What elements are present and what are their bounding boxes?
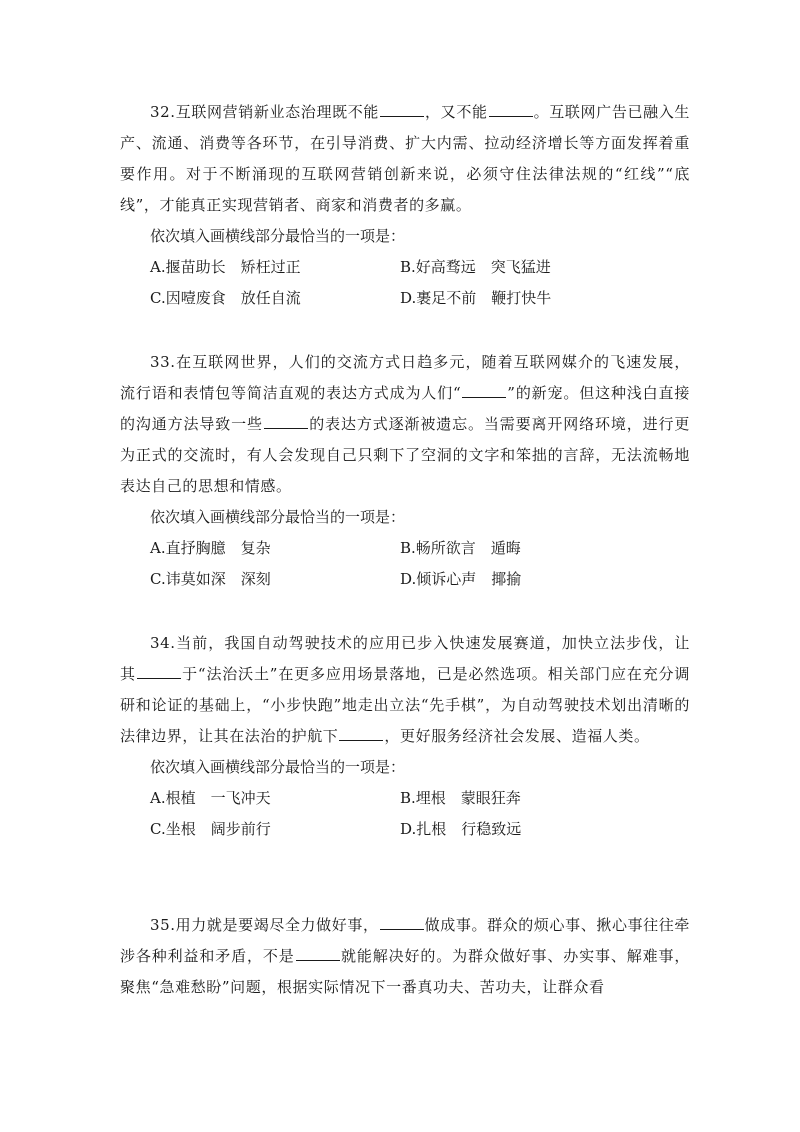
fill-blank — [264, 413, 308, 429]
question-stem: 33.在互联网世界，人们的交流方式日趋多元，随着互联网媒介的飞速发展，流行语和表情包等简洁直观的表达方式成为人们“ ”的新宠。但这种浅白直接的沟通方法导致一些 的表达方式逐渐被遗忘。当需要离开网络环境，进行更为正式的交流时，有人会发现自己只剩下了空洞的文字和笨拙的言辞，无法流畅地表达自己的思想和情感。 — [120, 353, 691, 495]
question-34 — [120, 628, 690, 845]
question-number: 34. — [150, 634, 176, 652]
fill-blank — [137, 663, 181, 679]
option-c[interactable]: C.讳莫如深 深刻 — [150, 570, 271, 588]
question-prompt: 依次填入画横线部分最恰当的一项是： — [150, 227, 406, 245]
question-35 — [120, 910, 690, 1003]
fill-blank — [462, 382, 506, 398]
option-a[interactable]: A.揠苗助长 矫枉过正 — [150, 258, 301, 276]
question-32 — [120, 97, 690, 314]
fill-blank — [380, 914, 424, 930]
question-stem: 34.当前，我国自动驾驶技术的应用已步入快速发展赛道，加快立法步伐，让其 于“法治沃土”在更多应用场景落地，已是必然选项。相关部门应在充分调研和论证的基础上，“小步快跑”地走出立法“先手棋”，为自动驾驶技术划出清晰的法律边界，让其在法治的护航下 ，更好服务经济社会发展、造福人类。 — [120, 634, 690, 745]
question-number: 35. — [150, 916, 176, 934]
fill-blank — [489, 101, 533, 117]
option-b[interactable]: B.畅所欲言 遁晦 — [400, 539, 521, 557]
option-a[interactable]: A.根植 一飞冲天 — [150, 789, 271, 807]
question-number: 32. — [150, 103, 176, 121]
question-prompt: 依次填入画横线部分最恰当的一项是： — [150, 758, 406, 776]
answer-options — [120, 252, 690, 314]
option-d[interactable]: D.扎根 行稳致远 — [400, 820, 522, 838]
option-c[interactable]: C.坐根 阔步前行 — [150, 820, 271, 838]
question-stem: 32.互联网营销新业态治理既不能 ，又不能 。互联网广告已融入生产、流通、消费等各环节，在引导消费、扩大内需、拉动经济增长等方面发挥着重要作用。对于不断涌现的互联网营销创新来说，必须守住法律法规的“红线”“底线”，才能真正实现营销者、商家和消费者的多赢。 — [120, 103, 690, 214]
option-c[interactable]: C.因噎废食 放任自流 — [150, 289, 301, 307]
option-b[interactable]: B.埋根 蒙眼狂奔 — [400, 789, 521, 807]
option-d[interactable]: D.裹足不前 鞭打快牛 — [400, 289, 552, 307]
fill-blank — [296, 945, 340, 961]
question-prompt: 依次填入画横线部分最恰当的一项是： — [150, 508, 406, 526]
option-b[interactable]: B.好高骛远 突飞猛进 — [400, 258, 551, 276]
fill-blank — [339, 725, 383, 741]
option-d[interactable]: D.倾诉心声 揶揄 — [400, 570, 522, 588]
answer-options — [120, 533, 690, 595]
question-33 — [120, 347, 690, 595]
answer-options — [120, 783, 690, 845]
question-stem: 35.用力就是要竭尽全力做好事， 做成事。群众的烦心事、揪心事往往牵涉各种利益和矛盾，不是 就能解决好的。为群众做好事、办实事、解难事，聚焦“急难愁盼”问题，根据实际情况下一番真功夫、苦功夫，让群众看 — [120, 916, 690, 996]
question-number: 33. — [150, 353, 176, 371]
option-a[interactable]: A.直抒胸臆 复杂 — [150, 539, 271, 557]
fill-blank — [380, 101, 424, 117]
